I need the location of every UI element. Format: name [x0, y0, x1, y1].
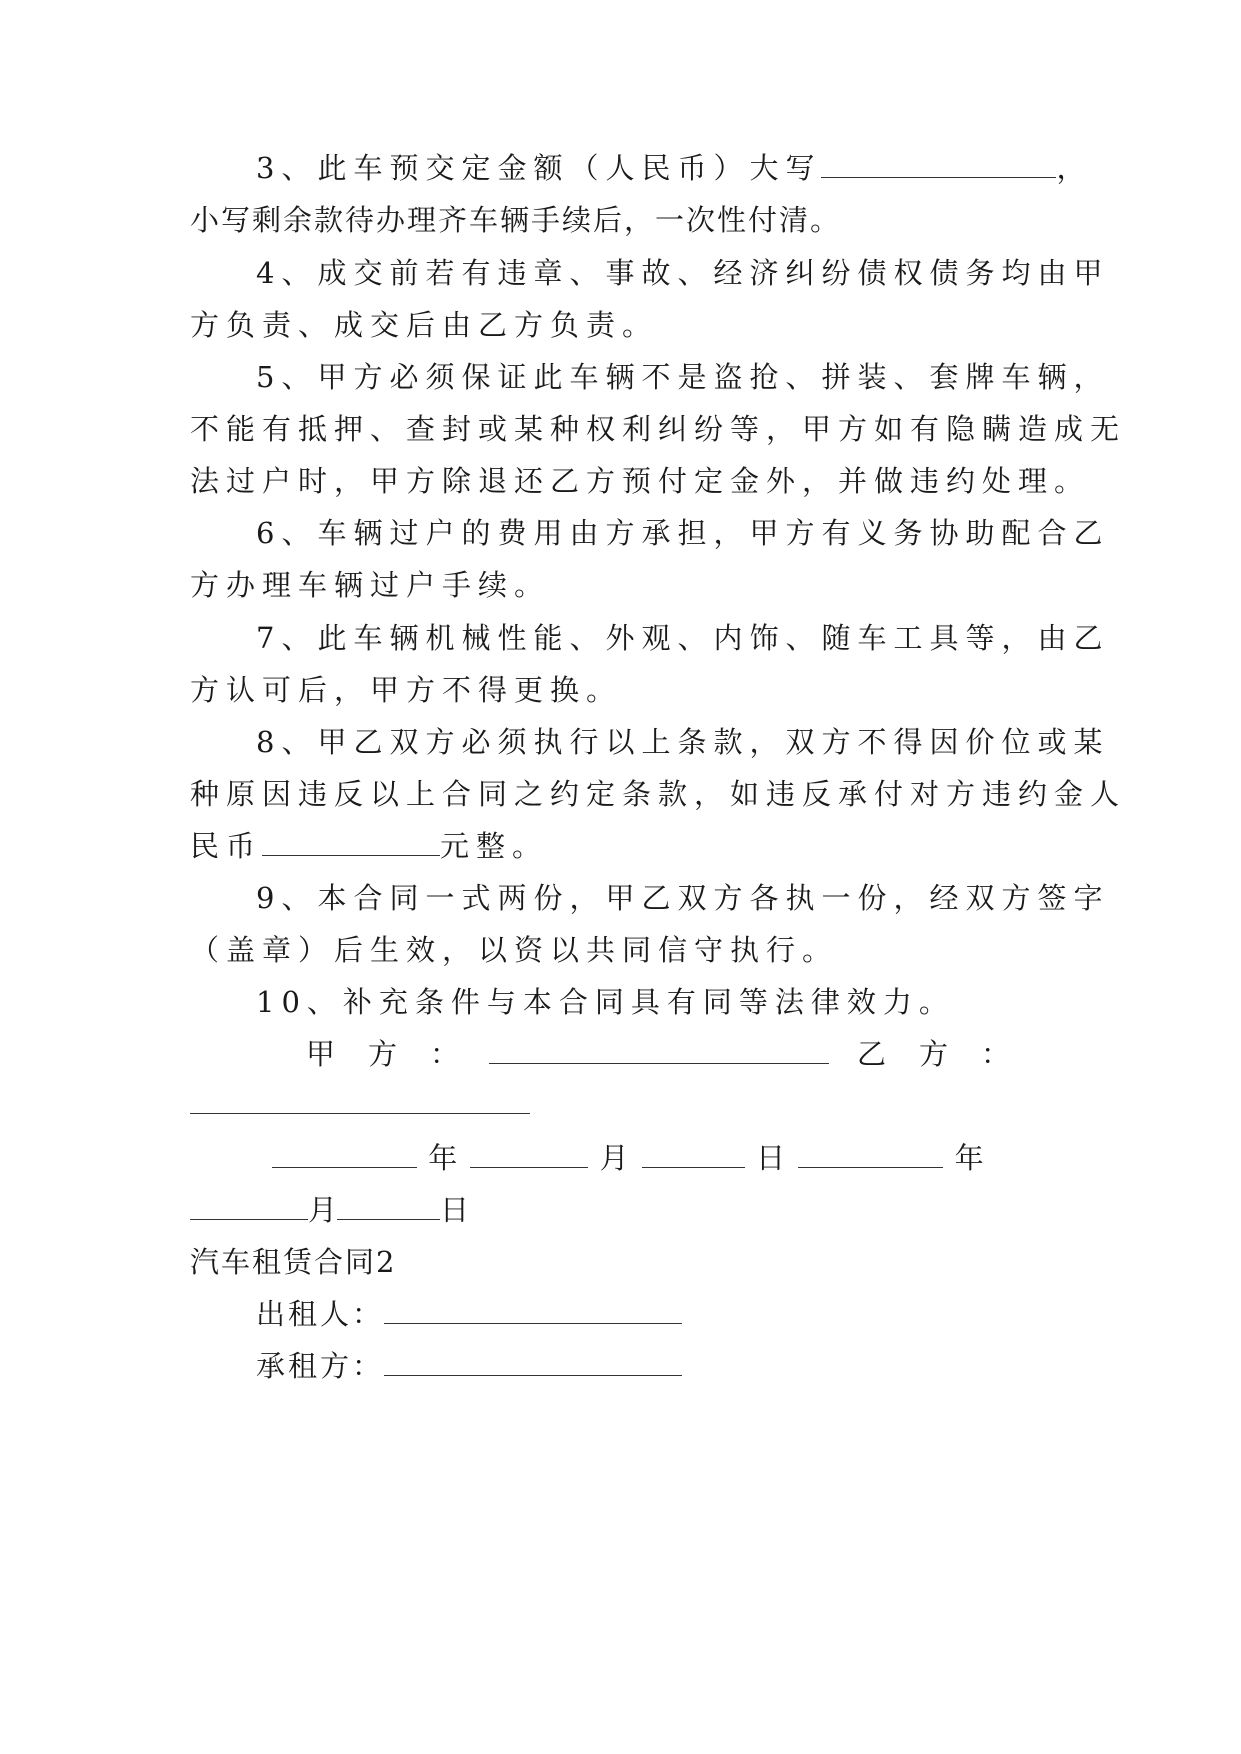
party-a-day-blank: [642, 1143, 745, 1168]
party-a-month-blank: [470, 1143, 588, 1168]
party-b-label: 乙 方 ：: [857, 1037, 1013, 1071]
party-a-label: 甲 方 ：: [306, 1037, 462, 1071]
clause-8-line-3: 民币 元整。: [190, 829, 549, 863]
clause-8-line-2: 种原因违反以上合同之约定条款，如违反承付对方违约金人: [190, 777, 1127, 811]
lessee-label: 承租方：: [256, 1349, 385, 1383]
amount-uppercase-blank: [821, 153, 1056, 178]
clause-6-line-1: 6、车辆过户的费用由方承担，甲方有义务协助配合乙: [256, 516, 1110, 550]
lessor-blank: [384, 1299, 682, 1324]
date-row-1: 年 月 日 年: [272, 1138, 1052, 1178]
clause-4-line-1: 4、成交前若有违章、事故、经济纠纷债权债务均由甲: [256, 256, 1110, 290]
clause-3-line-2: 小写剩余款待办理齐车辆手续后，一次性付清。: [190, 203, 842, 237]
party-b-signature-blank: [190, 1113, 530, 1114]
lessee-blank: [384, 1351, 682, 1376]
clause-3-text: 3、此车预交定金额（人民币）大写: [256, 151, 822, 185]
contract-2-title: 汽车租赁合同2: [190, 1245, 397, 1279]
penalty-amount-blank: [262, 831, 440, 856]
clause-9-line-1: 9、本合同一式两份，甲乙双方各执一份，经双方签字: [256, 881, 1110, 915]
party-a-year-blank: [272, 1143, 417, 1168]
clause-9-line-2: （盖章）后生效，以资以共同信守执行。: [190, 933, 839, 967]
party-b-year-blank: [798, 1143, 943, 1168]
party-a-signature-blank: [489, 1039, 829, 1064]
lessor-label: 出租人：: [256, 1297, 385, 1331]
party-b-month-blank: [190, 1195, 308, 1220]
clause-3-line-1: 3、此车预交定金额（人民币）大写 ，: [256, 151, 1093, 185]
date-row-2: 月 日: [190, 1190, 1055, 1230]
clause-6-line-2: 方办理车辆过户手续。: [190, 568, 551, 602]
clause-7-line-2: 方认可后，甲方不得更换。: [190, 673, 623, 707]
clause-4-line-2: 方负责、成交后由乙方负责。: [190, 308, 659, 342]
clause-7-line-1: 7、此车辆机械性能、外观、内饰、随车工具等，由乙: [256, 621, 1110, 655]
party-b-day-blank: [337, 1195, 440, 1220]
clause-5-line-2: 不能有抵押、查封或某种权利纠纷等，甲方如有隐瞒造成无: [190, 412, 1127, 446]
lessor-row: [256, 1294, 1121, 1334]
clause-5-line-1: 5、甲方必须保证此车辆不是盗抢、拼装、套牌车辆，: [256, 360, 1110, 394]
clause-8-line-1: 8、甲乙双方必须执行以上条款，双方不得因价位或某: [256, 725, 1110, 759]
clause-10-line-1: 10、补充条件与本合同具有同等法律效力。: [256, 985, 955, 1019]
lessee-row: [256, 1346, 1121, 1386]
signature-row: [306, 1034, 1051, 1074]
clause-5-line-3: 法过户时，甲方除退还乙方预付定金外，并做违约处理。: [190, 464, 1091, 498]
